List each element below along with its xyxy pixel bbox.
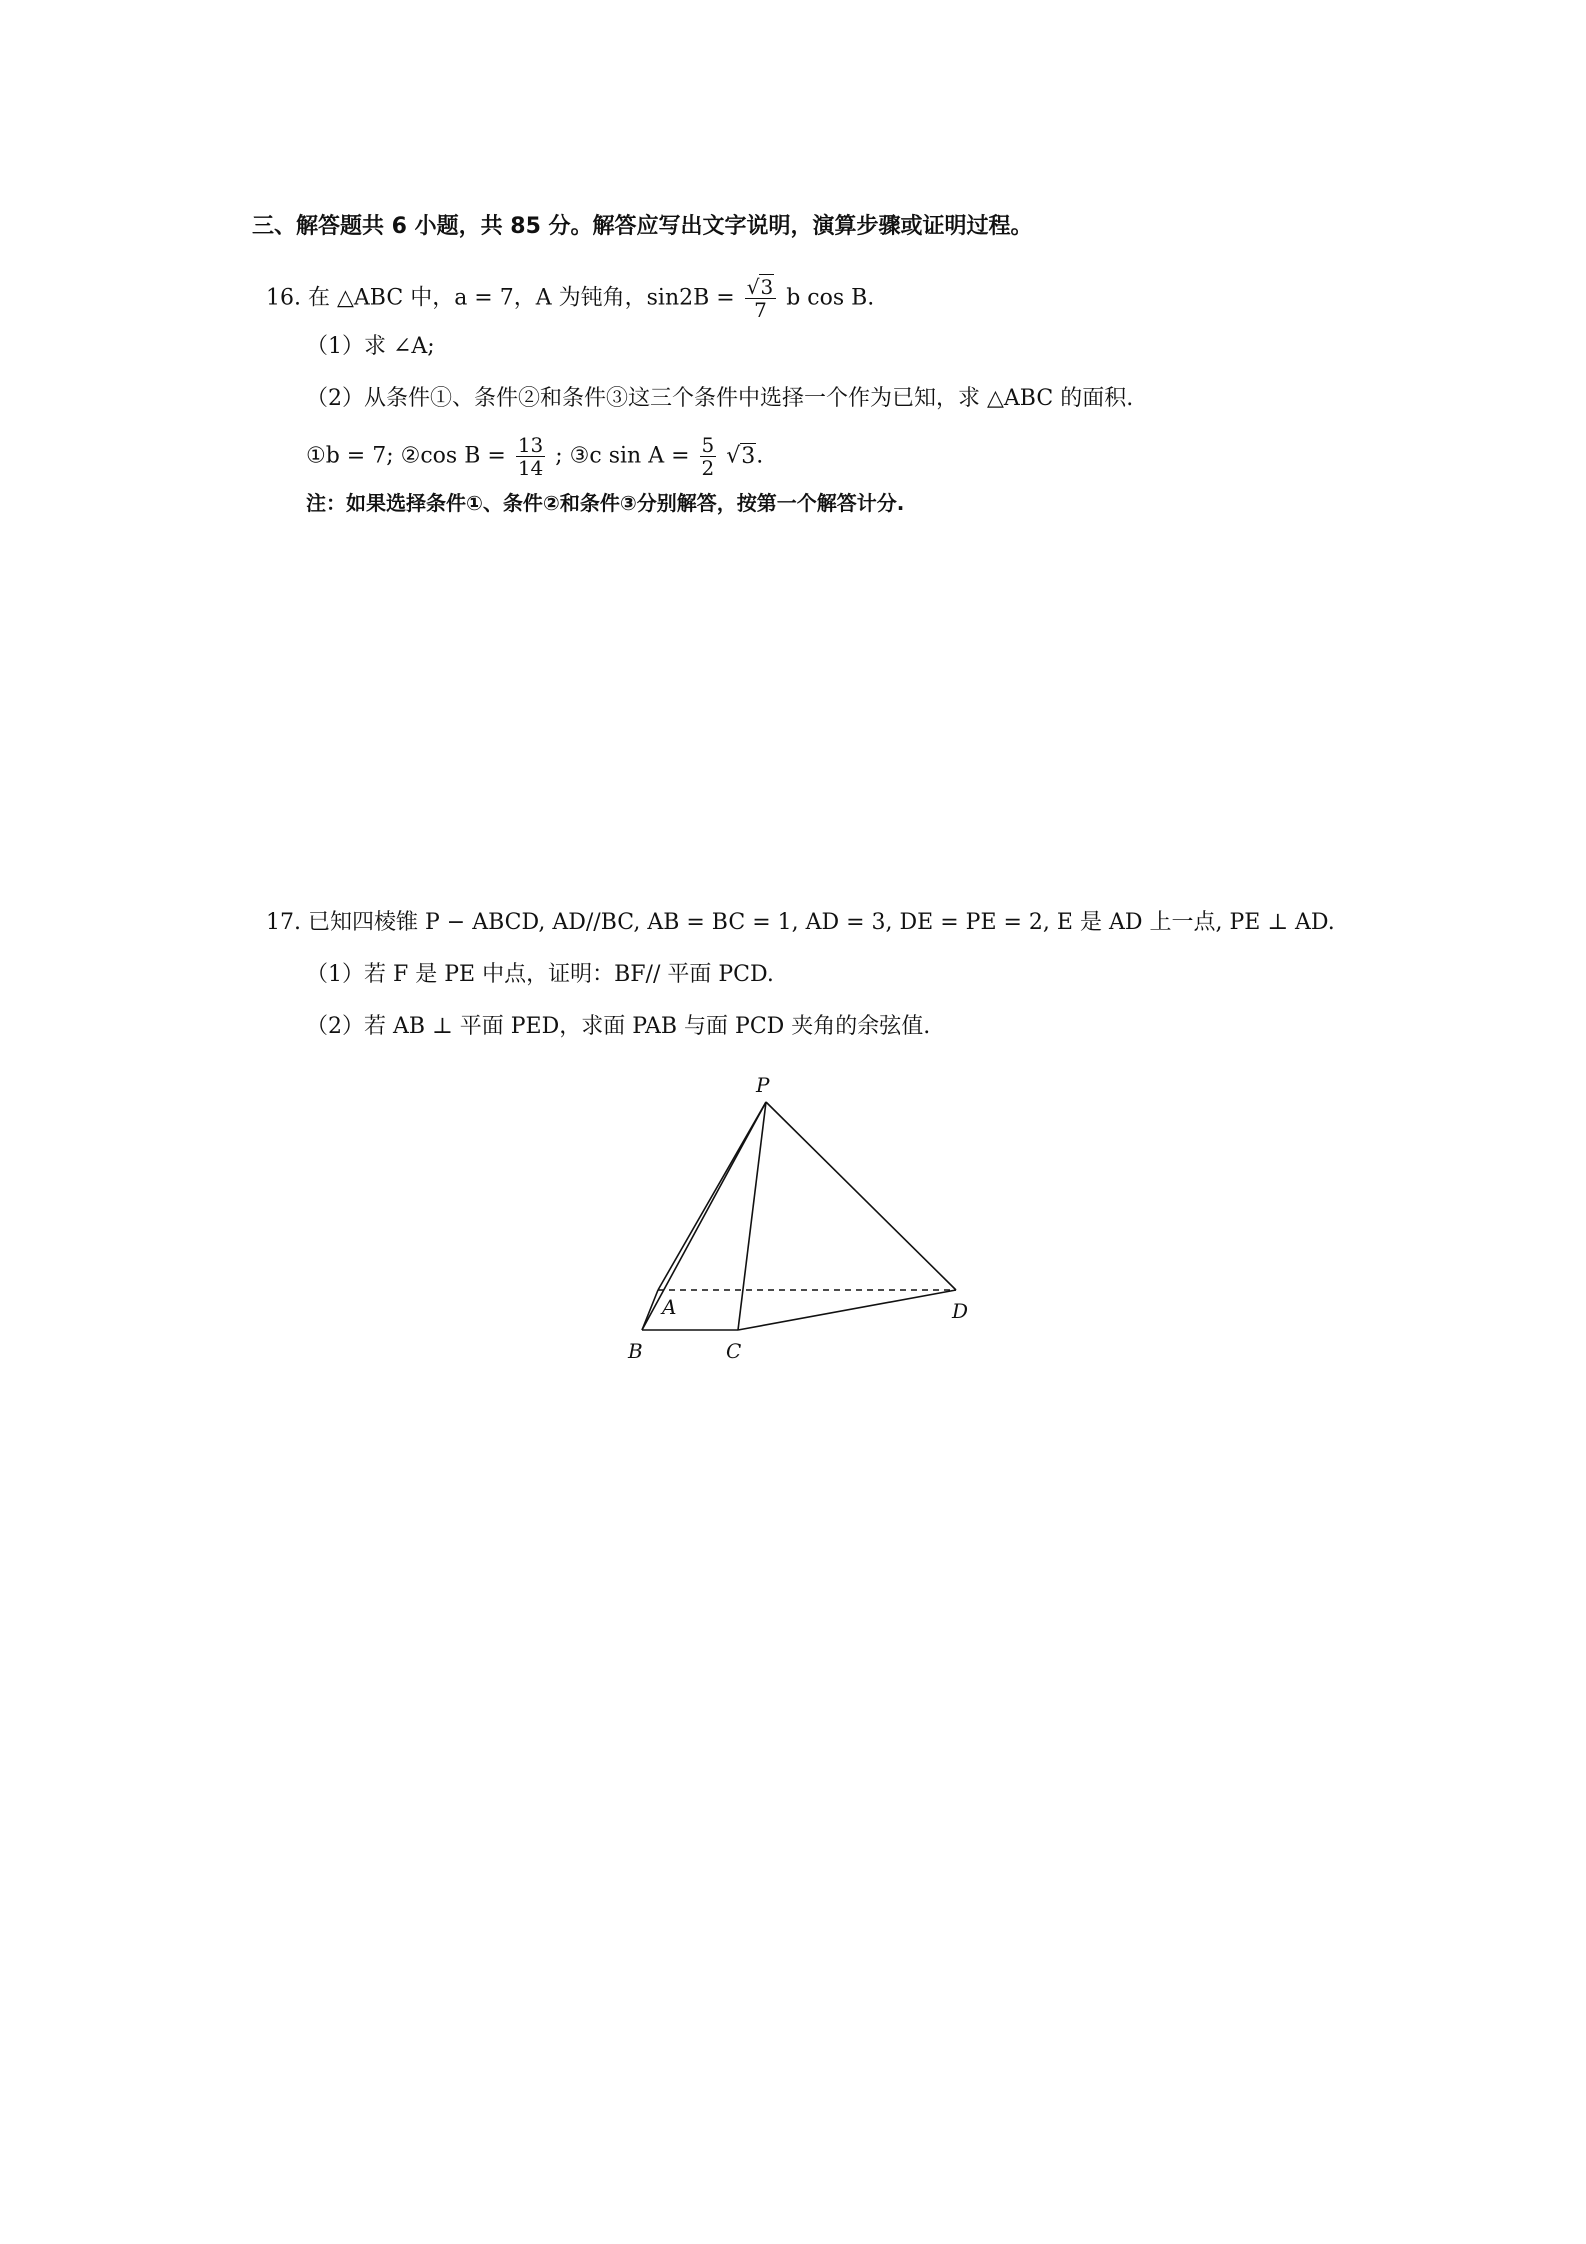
pyramid-figure (620, 1068, 980, 1374)
edge-pb (642, 1102, 766, 1330)
q16-cond3-num: 5 (701, 433, 715, 457)
q16-cond2-prefix: ②cos B = (400, 443, 506, 469)
q16-stem-prefix: 在 △ABC 中，a = 7，A 为钝角，sin2B = (308, 285, 735, 311)
q16-cond3-prefix: ; ③c sin A = (555, 443, 690, 469)
edge-pa (658, 1102, 766, 1290)
q17-stem (266, 908, 1335, 938)
q16-conditions (306, 434, 763, 479)
q16-number: 16. (266, 285, 301, 311)
q16-frac-den: 7 (754, 298, 767, 322)
q16-note: 注：如果选择条件①、条件②和条件③分别解答，按第一个解答计分. (306, 491, 905, 515)
q16-cond3-fraction (700, 434, 717, 479)
q16-cond2-num: 13 (517, 433, 544, 457)
q16-cond2-den: 14 (517, 456, 544, 480)
q17-part2: （2）若 AB ⊥ 平面 PED，求面 PAB 与面 PCD 夹角的余弦值. (306, 1014, 931, 1039)
label-b: B (628, 1339, 643, 1363)
edge-pd (766, 1102, 956, 1290)
q16-cond3-den: 2 (701, 456, 715, 480)
sqrt-symbol: √ (726, 443, 741, 469)
q16-cond3-sqrt: 3 (741, 443, 756, 469)
q16-frac-num: 3 (760, 275, 774, 299)
q17-number: 17. (266, 910, 301, 935)
label-a: A (662, 1295, 677, 1319)
q16-part1: （1）求 ∠A; (306, 334, 435, 359)
q16-stem (266, 276, 874, 321)
q16-cond3-suffix: . (756, 443, 764, 469)
q16-stem-suffix: b cos B. (786, 285, 875, 311)
label-p: P (756, 1073, 770, 1097)
q16-part2: （2）从条件①、条件②和条件③这三个条件中选择一个作为已知，求 △ABC 的面积. (306, 386, 1134, 411)
section-heading: 三、解答题共 6 小题，共 85 分。解答应写出文字说明，演算步骤或证明过程。 (252, 214, 1033, 239)
q17-part1: （1）若 F 是 PE 中点，证明：BF// 平面 PCD. (306, 962, 774, 987)
q16-cond2-fraction (516, 434, 545, 479)
sqrt-symbol: √ (746, 275, 760, 299)
label-c: C (726, 1339, 742, 1363)
label-d: D (952, 1299, 969, 1323)
edge-cd (738, 1290, 956, 1330)
q17-stem-text: 已知四棱锥 P − ABCD, AD//BC, AB = BC = 1, AD = 3, DE = PE = 2, E 是 AD 上一点, PE ⊥ AD. (308, 910, 1335, 935)
q16-fraction (745, 276, 776, 321)
q16-cond1: ①b = 7; (306, 443, 394, 469)
edge-pc (738, 1102, 766, 1330)
